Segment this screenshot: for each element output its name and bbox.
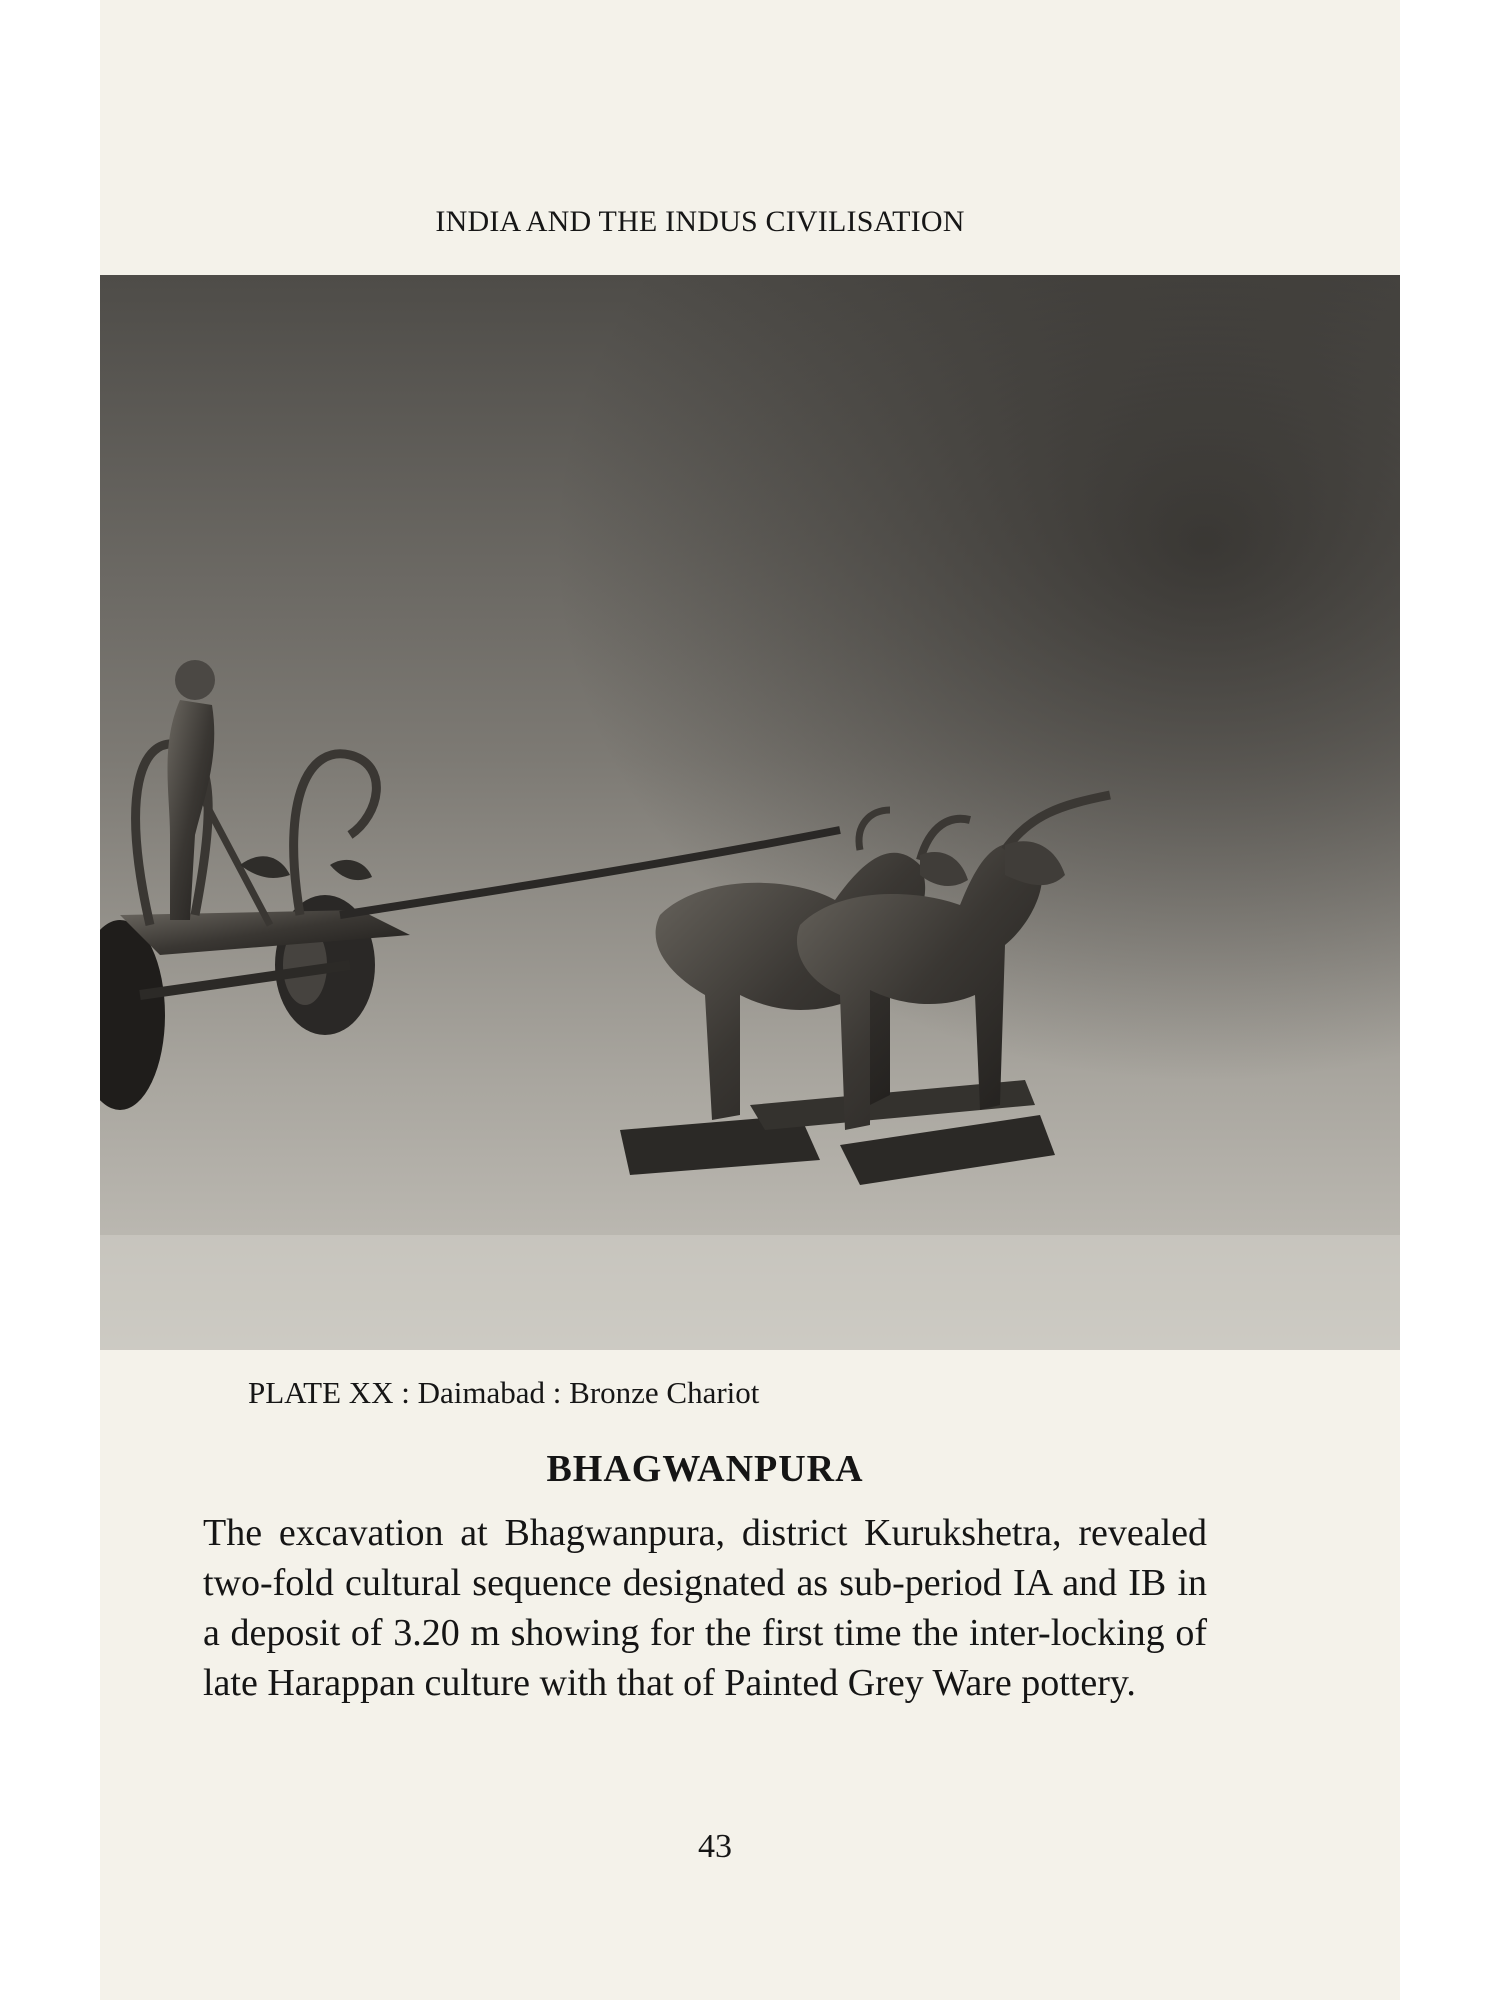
- running-head: INDIA AND THE INDUS CIVILISATION: [435, 205, 965, 238]
- page-number: 43: [698, 1828, 732, 1865]
- section-heading: BHAGWANPURA: [546, 1448, 864, 1490]
- body-paragraph: The excavation at Bhagwanpura, district Kurukshetra, revealed two-fold cultural sequence designated as sub-period IA and IB in a deposit of 3.20 m showing for the first time the inter-locking of late Harappan culture with that of Painted Grey Ware pottery.: [203, 1512, 1207, 1704]
- scan-margin-right: [1400, 0, 1500, 2000]
- scan-margin-left: [0, 0, 100, 2000]
- plate-caption: PLATE XX : Daimabad : Bronze Chariot: [248, 1375, 760, 1410]
- plate-photograph: [100, 275, 1400, 1350]
- bronze-chariot-photo: [100, 275, 1400, 1350]
